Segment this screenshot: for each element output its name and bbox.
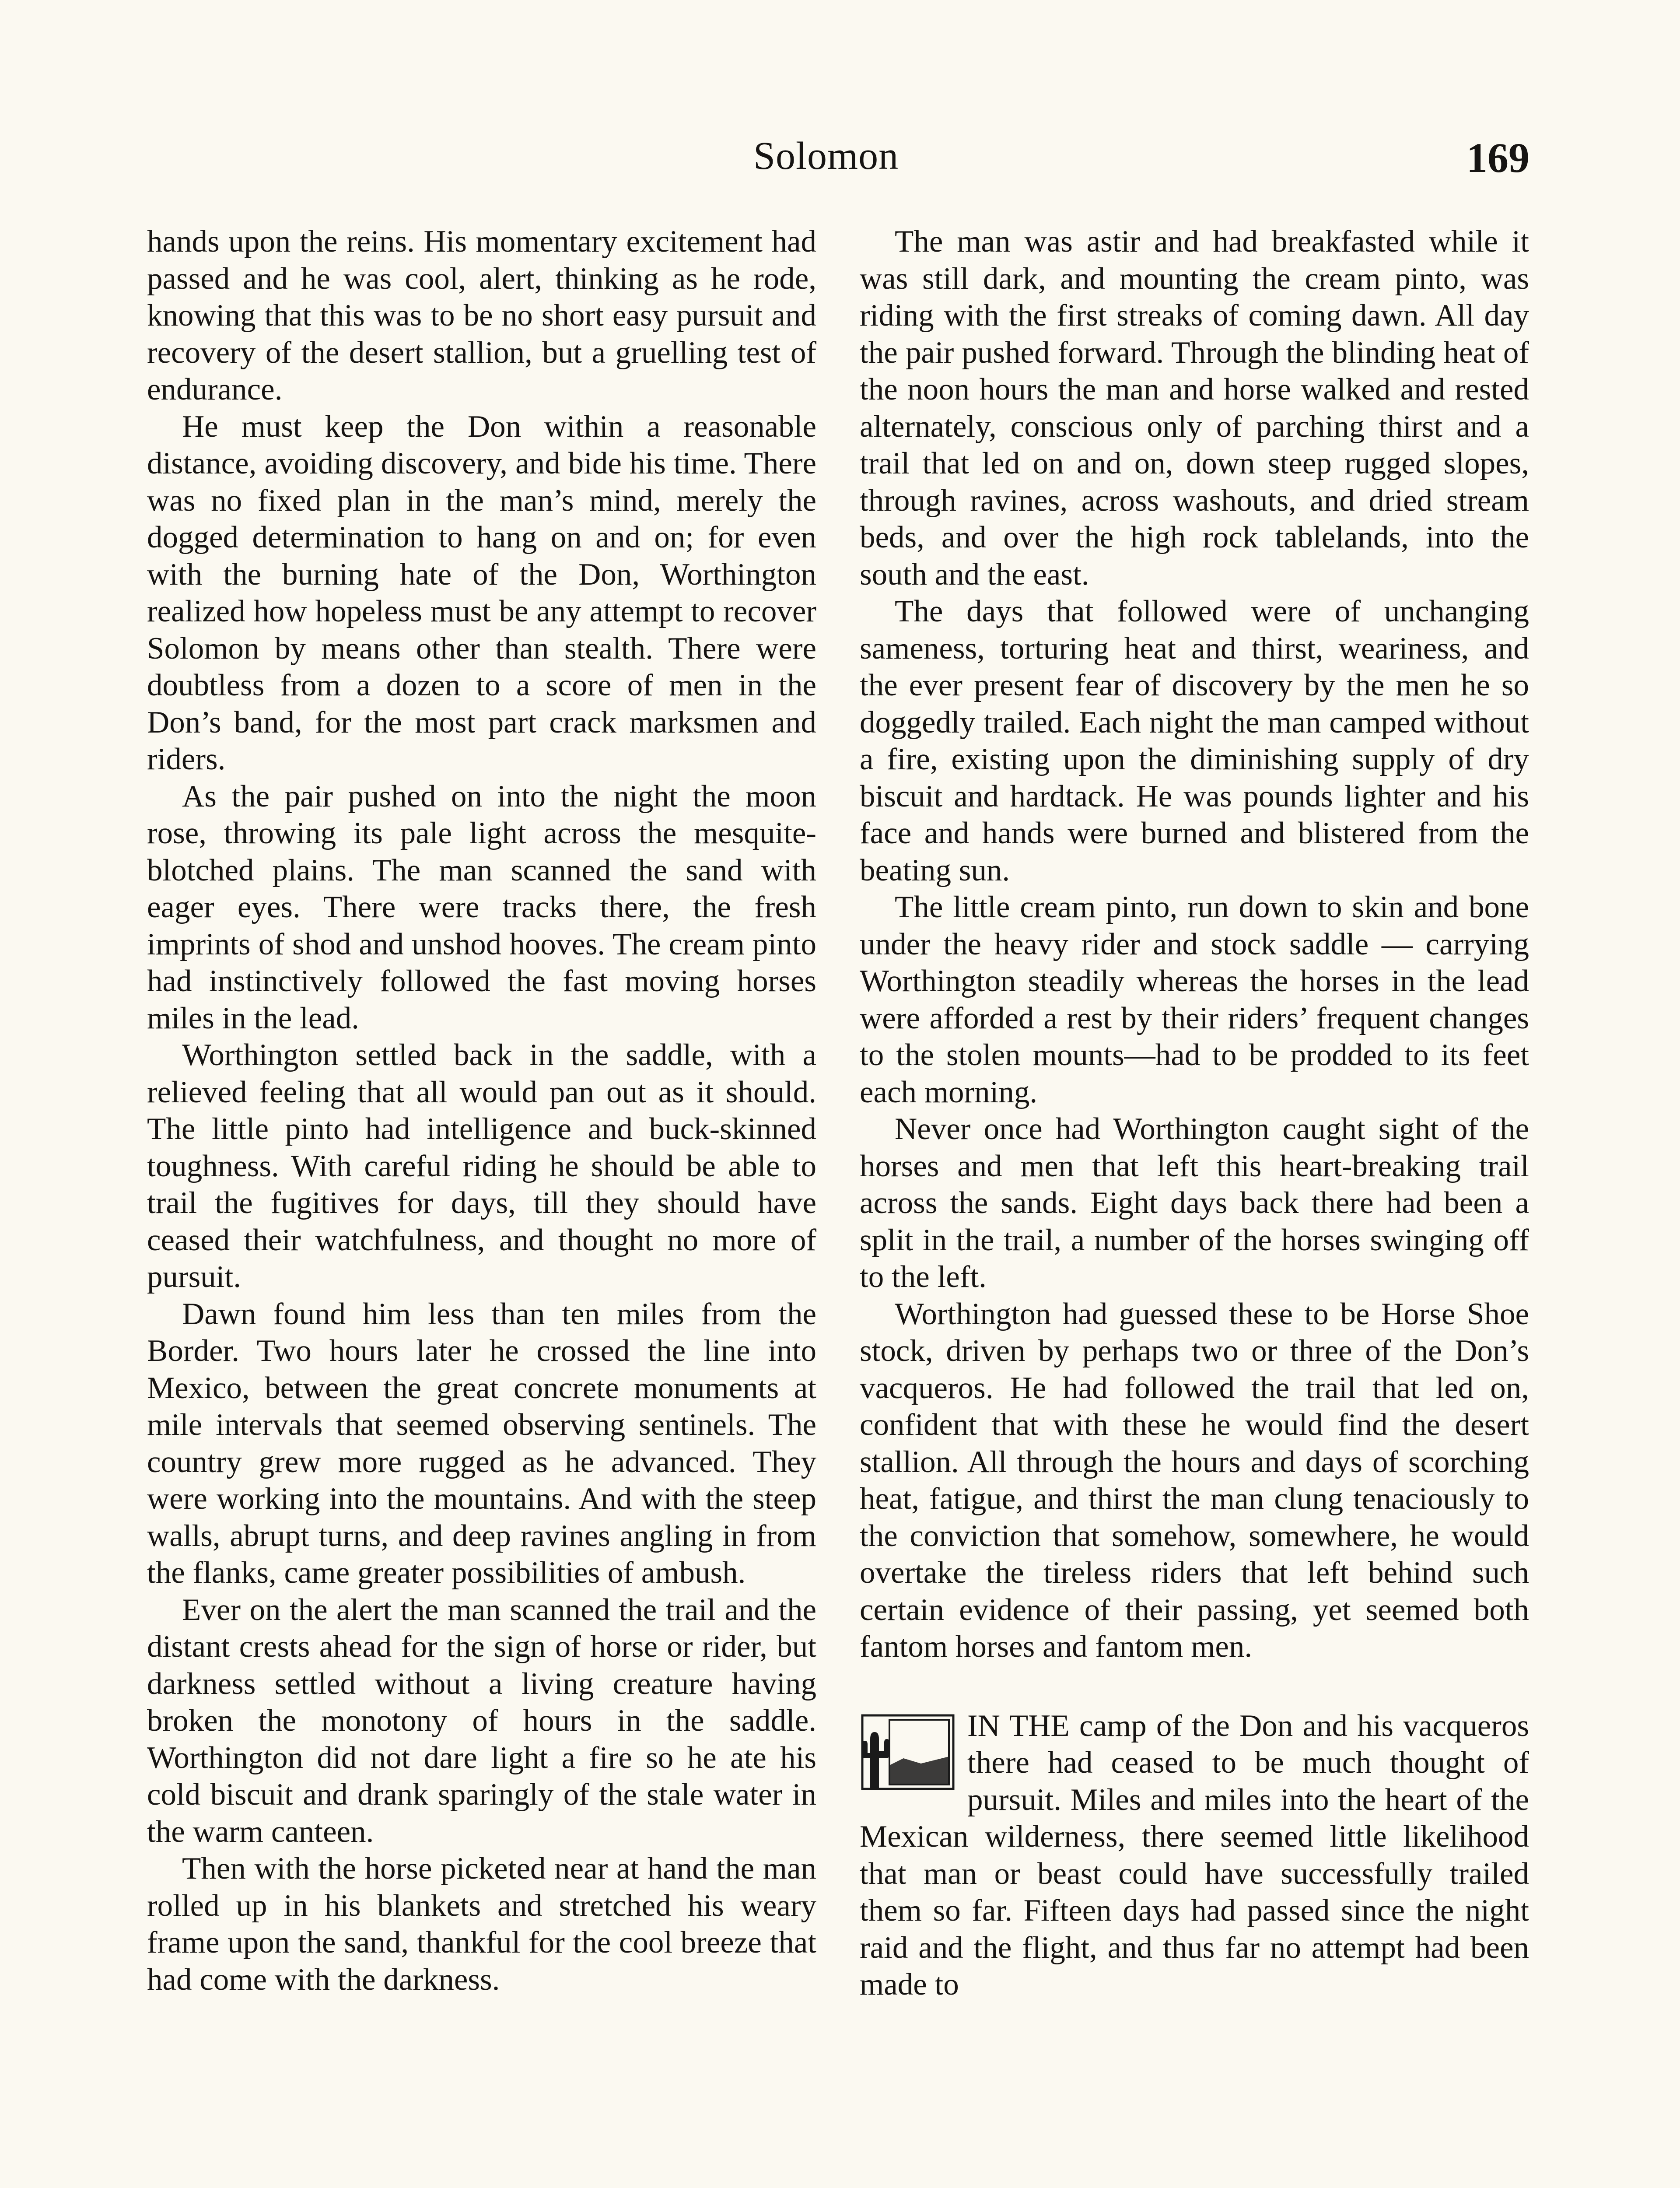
section-opening bbox=[860, 1708, 1529, 2003]
paragraph: As the pair pushed on into the night the moon rose, throwing its pale light across the mesquite-blotched plains. The man scanned the sand with eager eyes. There were tracks there, the fresh imprints of shod and unshod hooves. The cream pinto had instinctively followed the fast moving horses miles in the lead. bbox=[147, 779, 816, 1035]
running-head bbox=[0, 133, 1680, 182]
paragraph: hands upon the reins. His momentary excitement had passed and he was cool, alert, thinking as he rode, knowing that this was to be no short easy pursuit and recovery of the desert stallion, but a gruelling test of endurance. bbox=[147, 224, 816, 407]
cactus-illustration-icon bbox=[860, 1713, 956, 1792]
paragraph: Then with the horse picketed near at hand the man rolled up in his blankets and stretched his weary frame upon the sand, thankful for the cool breeze that had come with the darkness. bbox=[147, 1851, 816, 1997]
paragraph: Never once had Worthington caught sight of the horses and men that left this heart-breaking trail across the sands. Eight days back there had been a split in the trail, a number of the horses swinging off to the left. bbox=[860, 1112, 1529, 1294]
paragraph: Dawn found him less than ten miles from the Border. Two hours later he crossed the line into Mexico, between the great concrete monuments at mile intervals that seemed observing sentinels. The country grew more rugged as he advanced. They were working into the mountains. And with the steep walls, abrupt turns, and deep ravines angling in from the flanks, came greater possibilities of ambush. bbox=[147, 1297, 816, 1590]
page-number: 169 bbox=[1466, 134, 1530, 181]
paragraph: The little cream pinto, run down to skin and bone under the heavy rider and stock saddle — carrying Worthington steadily whereas the horses in the lead were afforded a rest by their riders’ frequent changes to the stolen mounts—had to be prodded to its feet each morning. bbox=[860, 890, 1529, 1109]
paragraph: The days that followed were of unchanging sameness, torturing heat and thirst, weariness, and the ever present fear of discovery by the men he so doggedly trailed. Each night the man camped without a fire, existing upon the diminishing supply of dry biscuit and hardtack. He was pounds lighter and his face and hands were burned and blistered from the beating sun. bbox=[860, 594, 1529, 887]
section-break bbox=[860, 1666, 1529, 1708]
left-column bbox=[147, 223, 816, 1998]
paragraph: The man was astir and had breakfasted while it was still dark, and mounting the cream pinto, was riding with the first streaks of coming dawn. All day the pair pushed forward. Through the blinding heat of the noon hours the man and horse walked and rested alternately, conscious only of parching thirst and a trail that led on and on, down steep rugged slopes, through ravines, across washouts, and dried stream beds, and over the high rock tablelands, into the south and the east. bbox=[860, 224, 1529, 592]
paragraph: He must keep the Don within a reasonable distance, avoiding discovery, and bide his time. There was no fixed plan in the man’s mind, merely the dogged determination to hang on and on; for even with the burning hate of the Don, Worthington realized how hopeless must be any attempt to recover Solomon by means other than stealth. There were doubtless from a dozen to a score of men in the Don’s band, for the most part crack marksmen and riders. bbox=[147, 409, 816, 776]
paragraph: Worthington settled back in the saddle, with a relieved feeling that all would pan out as it should. The little pinto had intelligence and buck-skinned toughness. With careful riding he should be able to trail the fugitives for days, till they should have ceased their watchfulness, and thought no more of pursuit. bbox=[147, 1038, 816, 1294]
running-title: Solomon bbox=[753, 134, 899, 178]
right-column bbox=[860, 223, 1529, 2003]
section-opening-text: IN THE camp of the Don and his vacqueros there had ceased to be much thought of pursuit. Miles and miles into the heart of the Mexican wilderness, there seemed little likelihood that man or beast could have successfully trailed them so far. Fifteen days had passed since the night raid and the flight, and thus far no attempt had been made to bbox=[860, 1708, 1529, 2002]
paragraph: Ever on the alert the man scanned the trail and the distant crests ahead for the sign of horse or rider, but darkness settled without a living creature having broken the monotony of hours in the saddle. Worthington did not dare light a fire so he ate his cold biscuit and drank sparingly of the stale water in the warm canteen. bbox=[147, 1592, 816, 1849]
paragraph: Worthington had guessed these to be Horse Shoe stock, driven by perhaps two or three of the Don’s vacqueros. He had followed the trail that led on, confident that with these he would find the desert stallion. All through the hours and days of scorching heat, fatigue, and thirst the man clung tenaciously to the conviction that somehow, somewhere, he would overtake the tireless riders that left behind such certain evidence of their passing, yet seemed both fantom horses and fantom men. bbox=[860, 1297, 1529, 1664]
